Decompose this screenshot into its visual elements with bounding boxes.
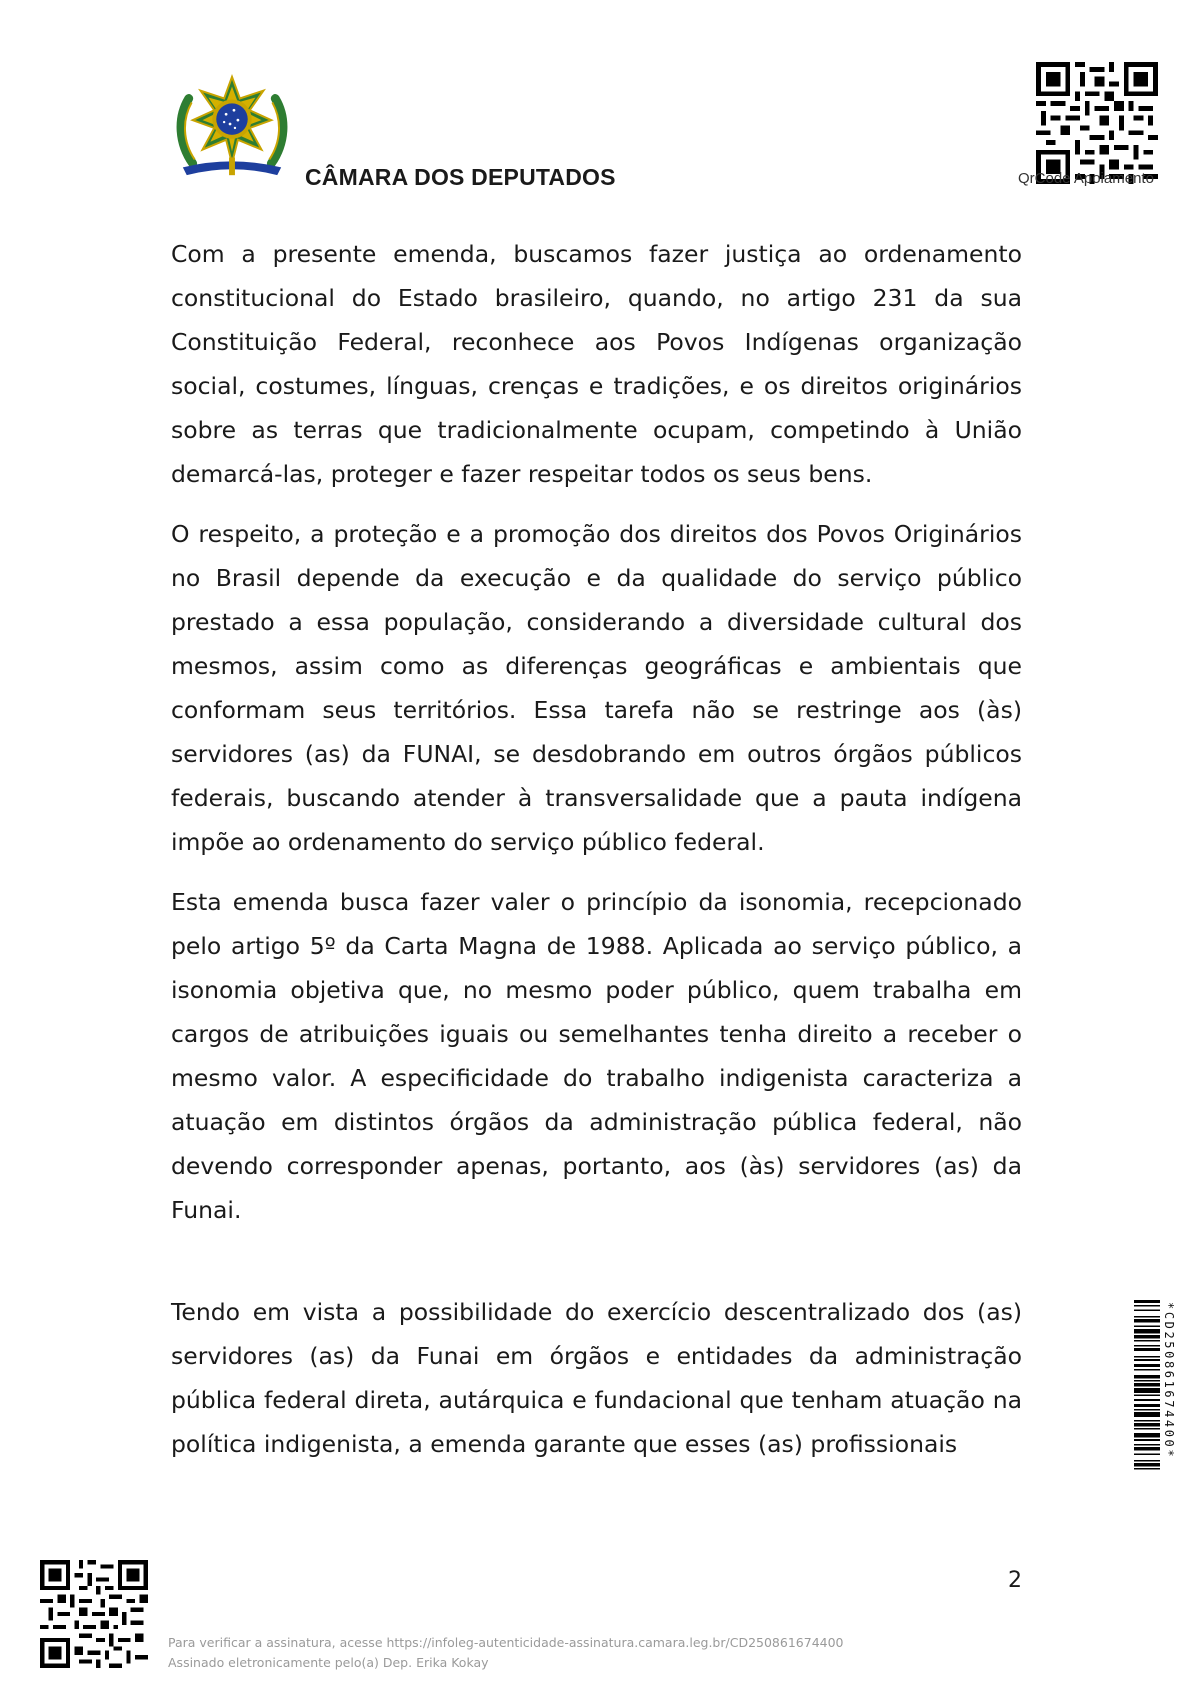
paragraph: Tendo em vista a possibilidade do exercício descentralizado dos (as) servidores (as) da Funai em órgãos e entidades da administração pública federal direta, autárquica e fundacional que tenham atuação na política indigenista, a emenda garante que esses (as) profissionais: [171, 1298, 1022, 1458]
paragraph: Com a presente emenda, buscamos fazer justiça ao ordenamento constitucional do Estado brasileiro, quando, no artigo 231 da sua Constituição Federal, reconhece aos Povos Indígenas organização social, costumes, línguas, crenças e tradições, e os direitos originários sobre as terras que tradicionalmente ocupam, competindo à União demarcá-las, proteger e fazer respeitar todos os seus bens.: [171, 240, 1022, 488]
qr-code-caption: QrCode Apoiamento: [1018, 170, 1154, 187]
document-body: [171, 232, 1022, 1466]
signature-footer: [168, 1633, 844, 1673]
verification-link-text[interactable]: Para verificar a assinatura, acesse https://infoleg-autenticidade-assinatura.camara.leg.br/CD250861674400: [168, 1635, 844, 1650]
brazil-coat-of-arms-icon: [173, 72, 291, 182]
signature-qr-code-icon: [40, 1560, 148, 1668]
barcode-number: *CD250861674400*: [1162, 1302, 1176, 1460]
signed-by-text: Assinado eletronicamente pelo(a) Dep. Erika Kokay: [168, 1655, 489, 1670]
qr-code-icon: [1036, 62, 1158, 184]
page-number: 2: [1008, 1568, 1022, 1593]
organization-name: CÂMARA DOS DEPUTADOS: [305, 164, 616, 190]
paragraph: Esta emenda busca fazer valer o princípio da isonomia, recepcionado pelo artigo 5º da Carta Magna de 1988. Aplicada ao serviço público, a isonomia objetiva que, no mesmo poder público, quem trabalha em cargos de atribuições iguais ou semelhantes tenha direito a receber o mesmo valor. A especificidade do trabalho indigenista caracteriza a atuação em distintos órgãos da administração pública federal, não devendo corresponder apenas, portanto, aos (às) servidores (as) da Funai.: [171, 888, 1022, 1224]
paragraph: O respeito, a proteção e a promoção dos direitos dos Povos Originários no Brasil depende da execução e da qualidade do serviço público prestado a essa população, considerando a diversidade cultural dos mesmos, assim como as diferenças geográficas e ambientais que conformam seus territórios. Essa tarefa não se restringe aos (às) servidores (as) da FUNAI, se desdobrando em outros órgãos públicos federais, buscando atender à transversalidade que a pauta indígena impõe ao ordenamento do serviço público federal.: [171, 520, 1022, 856]
